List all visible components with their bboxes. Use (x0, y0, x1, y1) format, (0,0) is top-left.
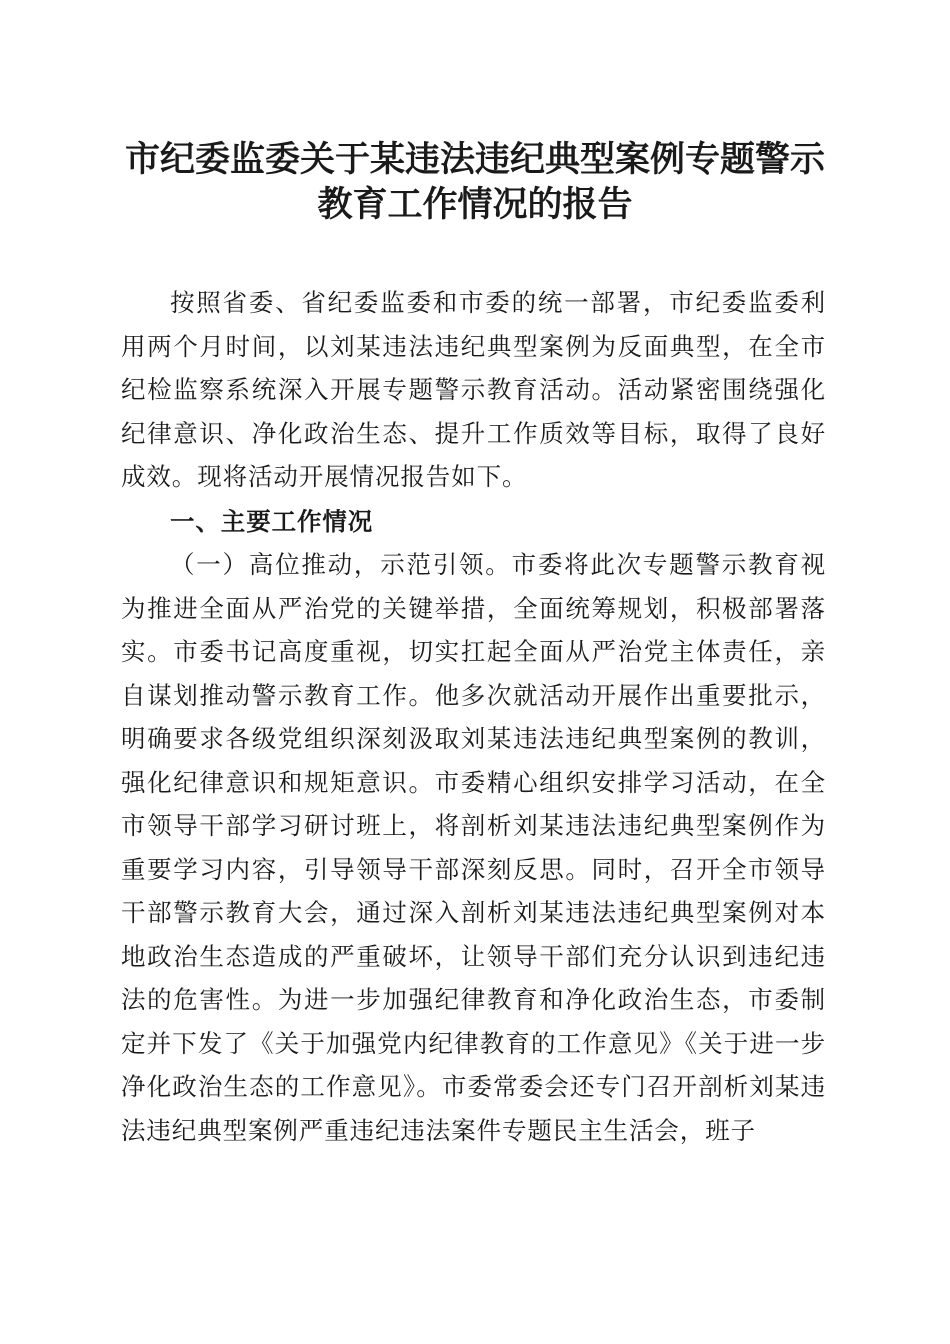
intro-paragraph: 按照省委、省纪委监委和市委的统一部署，市纪委监委利用两个月时间，以刘某违法违纪典型案例为反面典型，在全市纪检监察系统深入开展专题警示教育活动。活动紧密围绕强化纪律意识、净化政治生态、提升工作质效等目标，取得了良好成效。现将活动开展情况报告如下。 (121, 288, 826, 491)
section-heading-main-work: 一、主要工作情况 (170, 507, 374, 536)
document-title-line-2: 教育工作情况的报告 (317, 184, 633, 225)
subsection-paragraph-1 (121, 543, 826, 1152)
subsection-body: 市委将此次专题警示教育视为推进全面从严治党的关键举措，全面统筹规划，积极部署落实。市委书记高度重视，切实扛起全面从严治党主体责任，亲自谋划推动警示教育工作。他多次就活动开展作出重要批示，明确要求各级党组织深刻汲取刘某违法违纪典型案例的教训，强化纪律意识和规矩意识。市委精心组织安排学习活动，在全市领导干部学习研讨班上，将剖析刘某违法违纪典型案例作为重要学习内容，引导领导干部深刻反思。同时，召开全市领导干部警示教育大会，通过深入剖析刘某违法违纪典型案例对本地政治生态造成的严重破坏，让领导干部们充分认识到违纪违法的危害性。为进一步加强纪律教育和净化政治生态，市委制定并下发了《关于加强党内纪律教育的工作意见》《关于进一步净化政治生态的工作意见》。市委常委会还专门召开剖析刘某违法违纪典型案例严重违纪违法案件专题民主生活会，班子 (121, 550, 826, 1145)
subsection-lead: （一）高位推动，示范引领。 (170, 550, 512, 579)
document-title-line-1: 市纪委监委关于某违法违纪典型案例专题警示 (124, 139, 825, 180)
